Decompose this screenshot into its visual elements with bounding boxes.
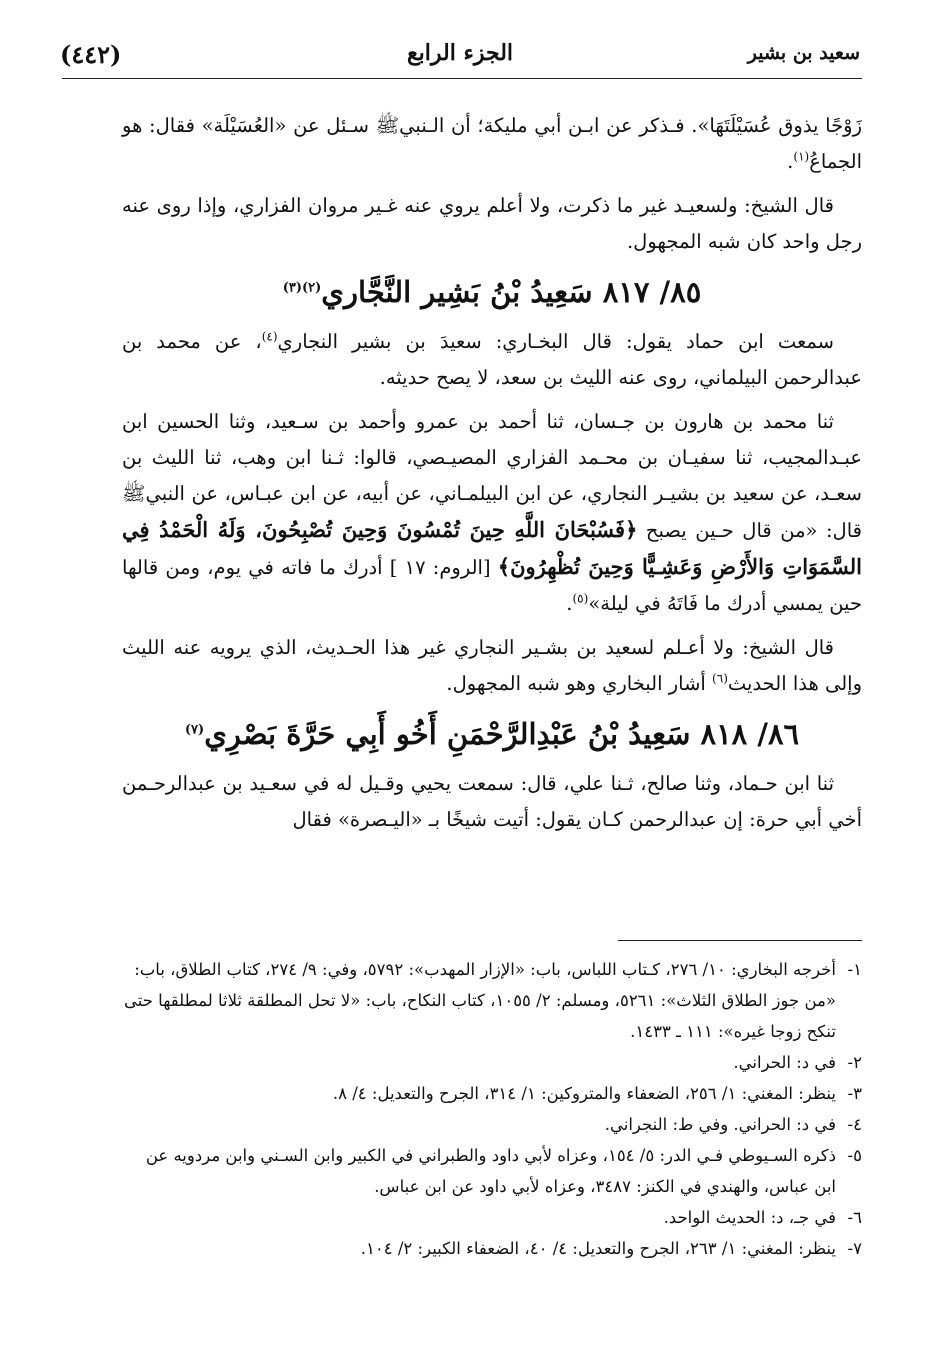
footnote-ref: (١) [793,149,810,164]
footnote-ref: (٥) [572,591,589,606]
quran-verse: ﴿فَسُبْحَانَ اللَّهِ حِينَ تُمْسُونَ وَحِينَ تُصْبِحُونَ، وَلَهُ الْحَمْدُ فِي السَّمَوَاتِ وَالأَرْضِ وَعَشِـيًّا وَحِينَ تُظْهِرُونَ﴾ [122,517,863,579]
paragraph: زَوْجًا يذوق عُسَيْلَتَهَا». فـذكر عن ابـن أبي مليكة؛ أن الـنبيﷺ سـئل عن «العُسَيْلَة» فقال: هو الجماعُ$^{(١)}$. [122,114,862,173]
paragraph: ثنا ابن حـماد، وثنا صالح، ثـنا علي، قال: سمعت يحيي وقـيل له في سعـيد بن عبدالرحـمن أخي أبي حرة: إن عبدالرحمن كـان يقول: أتيت شيخًا بـ «اليـصرة» فقال [122,772,862,831]
footnote-ref: (٧) [184,722,205,738]
footnote: ٤-في د: الحراني. وفي ط: النجراني. [604,1115,862,1134]
page-header [60,40,860,76]
paragraph: قال الشيخ: ولا أعـلم لسعيد بن بشـير النجاري غير هذا الحـديث، الذي يرويه عنه الليث وإلى هذا الحديث$^{(٦)}$ أشار البخاري وهو شبه المجهول. [122,636,862,695]
footnote: ٣-ينظر: المغني: ١/ ٢٥٦، الضعفاء والمتروكين: ١/ ٣١٤، الجرح والتعديل: ٤/ ٨. [332,1084,862,1103]
part-title: الجزء الرابع [406,40,514,66]
footnote: ٦-في جـ، د: الحديث الواحد. [663,1208,862,1227]
footnote-ref: (٦) [712,671,728,686]
running-title: سعيد بن بشير [747,42,860,64]
paragraph: قال الشيخ: ولسعيـد غير ما ذكرت، ولا أعلم يروي عنه غـير مروان الفزاري، وإذا روى عنه رجل واحد كان شبه المجهول. [122,194,862,253]
footnote-rule [618,940,862,941]
footnote: ٧-ينظر: المغني: ١/ ٢٦٣، الجرح والتعديل: ٤/ ٤٠، الضعفاء الكبير: ٢/ ١٠٤. [360,1239,862,1258]
header-rule [62,78,862,79]
footnote: ١-أخرجه البخاري: ١٠/ ٢٧٦، كـتاب اللباس، باب: «الإزار المهدب»: ٥٧٩٢، وفي: ٩/ ٢٧٤، كتاب الطلاق، باب: «من جوز الطلاق الثلاث»: ٥٢٦١، ومسلم: ٢/ ١٠٥٥، كتاب النكاح، باب: «لا تحل المطلقة ثلاثا لمطلقها حتى تنكح زوجا غيره»: ١١١ ـ ١٤٣٣. [124,960,862,1041]
entry-heading: ٨٦/ ٨١٨ سَعِيدُ بْنُ عَبْدِالرَّحْمَنِ أَخُو أَبِي حَرَّةَ بَصْرِي$^{(٧)}$ [184,717,800,751]
paragraph: ثنا محمد بن هارون بن جـسان، ثنا أحمد بن عمرو وأحمد بن سـعيد، وثنا الحسين ابن عبـدالمجيب، ثنا سفيـان بن محـمد الفزاري المصيـصي، قالوا: ثـنا ابن وهب، ثنا الليث بن سعـد، عن سعيد بن بشيـر النجاري، عن ابن البيلمـاني، عن أبيه، عن ابن عبـاس، عن النبيﷺ قال: «من قال حـين يصبح ﴿فَسُبْحَانَ اللَّهِ حِينَ تُمْسُونَ وَحِينَ تُصْبِحُونَ، وَلَهُ الْحَمْدُ فِي السَّمَوَاتِ وَالأَرْضِ وَعَشِـيًّا وَحِينَ تُظْهِرُونَ﴾ [الروم: ١٧ ] أدرك ما فاته في يوم، ومن قالها حين يمسي أدرك ما فَاتَهُ في ليلة»$^{(٥)}$. [122,410,863,615]
footnotes [122,954,862,1264]
footnote-ref: (٢)(٣) [282,280,322,296]
footnote: ٥-ذكره السـيوطي فـي الدر: ٥/ ١٥٤، وعزاه لأبي داود والطبراني في الكبير وابن السـني وابن مردويه عن ابن عباس، والهندي في الكنز: ٣٤٨٧، وعزاه لأبي داود عن ابن عباس. [145,1146,862,1196]
page-number: (٤٤٢) [60,40,122,69]
footnote-ref: (٤) [261,329,278,344]
paragraph: سمعت ابن حماد يقول: قال البخـاري: سعيدَ بن بشير النجاري$^{(٤)}$، عن محمد بن عبدالرحمن البيلماني، روى عنه الليث بن سعد، لا يصح حديثه. [122,329,862,389]
main-text [122,108,862,846]
entry-heading: ٨٥/ ٨١٧ سَعِيدُ بْنُ بَشِير النَّجَّاري$^{(٢)(٣)}$ [282,275,702,309]
footnote: ٢-في د: الحراني. [733,1053,862,1072]
